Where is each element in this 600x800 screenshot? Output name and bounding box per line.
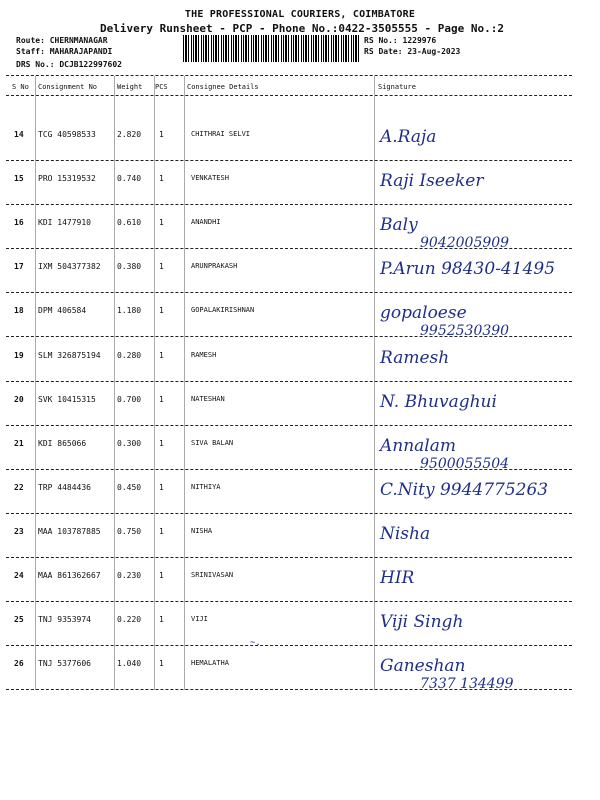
consignment-number: DPM 406584	[38, 306, 87, 315]
signature	[380, 524, 430, 544]
signature	[380, 436, 509, 472]
serial-number: 16	[14, 218, 24, 227]
pieces-count: 1	[159, 659, 164, 668]
consignee-name: NISHA	[191, 527, 213, 535]
table-row	[0, 521, 600, 565]
consignment-number: PRO 15319532	[38, 174, 96, 183]
signature	[380, 259, 555, 279]
consignee-name: VENKATESH	[191, 174, 229, 182]
serial-number: 14	[14, 130, 24, 139]
signature-text: gopaloese	[380, 303, 467, 323]
pieces-count: 1	[159, 615, 164, 624]
serial-number: 20	[14, 395, 24, 404]
rs-number: RS No.: 1229976	[364, 36, 437, 45]
pieces-count: 1	[159, 527, 164, 536]
row-divider	[6, 689, 572, 690]
signature-text: A.Raja	[380, 127, 437, 147]
consignment-number: MAA 103787885	[38, 527, 101, 536]
weight-value: 0.450	[117, 483, 142, 492]
weight-value: 1.040	[117, 659, 142, 668]
signature-text: Raji Iseeker	[380, 171, 484, 191]
consignee-name: RAMESH	[191, 351, 217, 359]
signature	[380, 568, 414, 588]
column-header-pcs: PCS	[155, 83, 168, 91]
pieces-count: 1	[159, 351, 164, 360]
signature	[380, 171, 484, 191]
consignee-name: ARUNPRAKASH	[191, 262, 238, 270]
weight-value: 0.700	[117, 395, 142, 404]
signature-text: 7337 134499	[420, 676, 514, 692]
table-row	[0, 256, 600, 300]
pieces-count: 1	[159, 174, 164, 183]
row-divider	[6, 204, 572, 205]
pieces-count: 1	[159, 262, 164, 271]
signature	[380, 215, 509, 251]
signature-text: Ramesh	[380, 348, 450, 368]
column-header-weight: Weight	[117, 83, 143, 91]
row-divider	[6, 292, 572, 293]
serial-number: 21	[14, 439, 24, 448]
table-row	[0, 300, 600, 344]
signature-text: 9952530390	[420, 323, 510, 339]
weight-value: 0.750	[117, 527, 142, 536]
serial-number: 19	[14, 351, 24, 360]
serial-number: 24	[14, 571, 24, 580]
row-divider	[6, 513, 572, 514]
weight-value: 0.300	[117, 439, 142, 448]
consignee-name: HEMALATHA	[191, 659, 229, 667]
pen-mark: ~.	[250, 638, 261, 648]
signature-text: Baly	[380, 215, 418, 235]
serial-number: 15	[14, 174, 24, 183]
weight-value: 0.220	[117, 615, 142, 624]
signature-text: C.Nity 9944775263	[380, 480, 549, 500]
row-divider	[6, 557, 572, 558]
barcode	[183, 35, 359, 62]
row-divider	[6, 469, 572, 470]
drs-number: DRS No.: DCJB122997602	[16, 60, 122, 69]
consignee-name: VIJI	[191, 615, 208, 623]
signature-text: Nisha	[380, 524, 431, 544]
page-title: THE PROFESSIONAL COURIERS, COIMBATORE	[184, 9, 416, 20]
signature	[380, 127, 436, 147]
consignment-number: KDI 865066	[38, 439, 87, 448]
consignee-name: GOPALAKIRISHNAN	[191, 306, 255, 314]
signature-text: N. Bhuvaghui	[380, 392, 497, 412]
signature	[380, 348, 449, 368]
serial-number: 23	[14, 527, 24, 536]
table-row	[0, 389, 600, 433]
consignment-number: TNJ 9353974	[38, 615, 91, 624]
column-header-rule	[6, 95, 572, 96]
pieces-count: 1	[159, 571, 164, 580]
signature-text: P.Arun 98430-41495	[380, 259, 556, 279]
consignment-number: MAA 861362667	[38, 571, 101, 580]
table-row	[0, 477, 600, 521]
consignment-number: TCG 40598533	[38, 130, 96, 139]
pieces-count: 1	[159, 306, 164, 315]
row-divider	[6, 381, 572, 382]
consignment-number: TNJ 5377606	[38, 659, 91, 668]
pieces-count: 1	[159, 395, 164, 404]
table-row	[0, 433, 600, 477]
consignee-name: CHITHRAI SELVI	[191, 130, 251, 138]
row-divider	[6, 425, 572, 426]
signature-text: Ganeshan	[380, 656, 466, 676]
signature	[380, 480, 548, 500]
consignment-number: SLM 326875194	[38, 351, 101, 360]
table-row	[0, 609, 600, 653]
consignment-number: TRP 4484436	[38, 483, 91, 492]
weight-value: 0.230	[117, 571, 142, 580]
consignment-number: SVK 10415315	[38, 395, 96, 404]
column-header-consignee: Consignee Details	[187, 83, 259, 91]
signature	[380, 612, 463, 632]
weight-value: 0.610	[117, 218, 142, 227]
row-divider	[6, 645, 572, 646]
table-row	[0, 212, 600, 256]
serial-number: 18	[14, 306, 24, 315]
signature-text: 9042005909	[420, 235, 510, 251]
runsheet-subtitle: Delivery Runsheet - PCP - Phone No.:0422-3505555 - Page No.:2	[100, 22, 504, 35]
serial-number: 26	[14, 659, 24, 668]
serial-number: 17	[14, 262, 24, 271]
weight-value: 1.180	[117, 306, 142, 315]
consignee-name: NATESHAN	[191, 395, 225, 403]
weight-value: 0.280	[117, 351, 142, 360]
column-header-sno: S No	[12, 83, 29, 91]
serial-number: 25	[14, 615, 24, 624]
signature-text: Viji Singh	[380, 612, 464, 632]
table-row	[0, 345, 600, 389]
consignee-name: ANANDHI	[191, 218, 221, 226]
signature-text: Annalam	[380, 436, 457, 456]
rs-date: RS Date: 23-Aug-2023	[364, 47, 461, 56]
signature-text: 9500055504	[420, 456, 510, 472]
serial-number: 22	[14, 483, 24, 492]
header-rule	[6, 75, 572, 76]
table-row	[0, 124, 600, 168]
table-row	[0, 653, 600, 697]
staff-label: Staff: MAHARAJAPANDI	[16, 47, 113, 56]
column-header-consignment: Consignment No	[38, 83, 98, 91]
signature	[380, 656, 514, 692]
signature	[380, 303, 509, 339]
pieces-count: 1	[159, 483, 164, 492]
pieces-count: 1	[159, 130, 164, 139]
weight-value: 0.380	[117, 262, 142, 271]
row-divider	[6, 248, 572, 249]
row-divider	[6, 601, 572, 602]
row-divider	[6, 160, 572, 161]
route-label: Route: CHERNMANAGAR	[16, 36, 108, 45]
consignment-number: KDI 1477910	[38, 218, 91, 227]
consignee-name: SIVA BALAN	[191, 439, 234, 447]
table-row	[0, 168, 600, 212]
pieces-count: 1	[159, 218, 164, 227]
row-divider	[6, 336, 572, 337]
signature-text: HIR	[380, 568, 415, 588]
consignment-number: IXM 504377382	[38, 262, 101, 271]
consignee-name: NITHIYA	[191, 483, 221, 491]
consignee-name: SRINIVASAN	[191, 571, 234, 579]
signature	[380, 392, 497, 412]
weight-value: 2.820	[117, 130, 142, 139]
column-header-signature: Signature	[378, 83, 416, 91]
table-row	[0, 565, 600, 609]
weight-value: 0.740	[117, 174, 142, 183]
pieces-count: 1	[159, 439, 164, 448]
